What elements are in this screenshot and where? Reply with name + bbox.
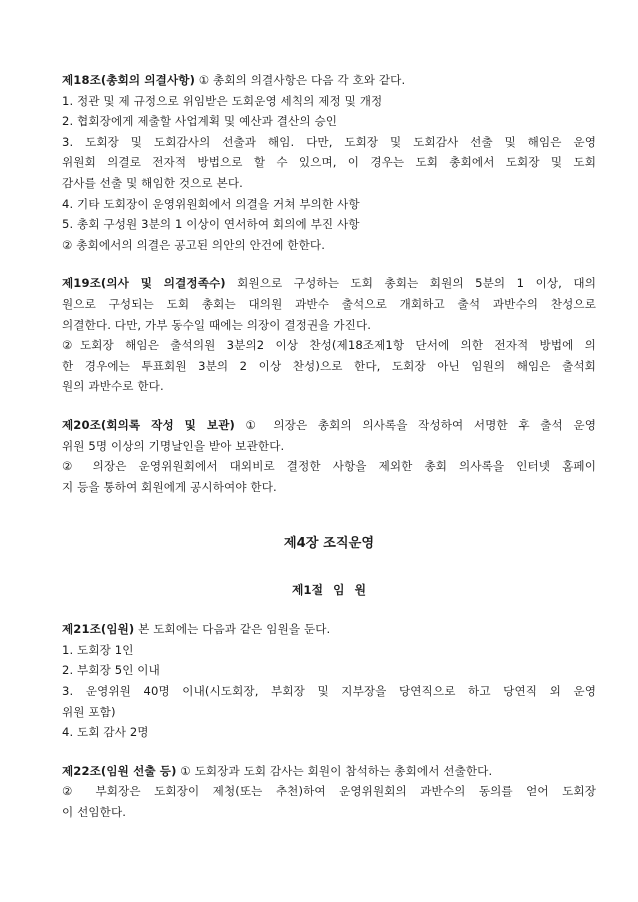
spacer (62, 743, 596, 761)
article-18 (62, 70, 596, 255)
article-22-heading-line (62, 761, 596, 782)
article-21-item-3-line-1: 3. 운영위원 40명 이내(시도회장, 부회장 및 지부장을 당연직으로 하고 당연직 외 운영 (62, 684, 596, 699)
article-21-heading-line (62, 619, 596, 640)
article-18-heading-line (62, 70, 596, 91)
article-19-text-6: 원의 과반수로 한다. (62, 379, 164, 394)
article-19-text-2: 원으로 구성되는 도회 총회는 대의원 과반수 출석으로 개회하고 출석 과반수의 찬성으로 (62, 296, 596, 311)
article-21-intro: 본 도회에는 다음과 같은 임원을 둔다. (134, 622, 331, 637)
article-20-heading-line (62, 415, 596, 436)
article-19-text-1: 회원으로 구성하는 도회 총회는 회원의 5분의 1 이상, 대의 (225, 276, 596, 291)
section-heading: 제1절 임 원 (291, 583, 366, 598)
document-page (62, 70, 596, 823)
article-21-title: 제21조(임원) (62, 622, 135, 637)
article-22-text-2: ② 부회장은 도회장이 제청(또는 추천)하여 운영위원회의 과반수의 동의를 얻어 도회장 (62, 784, 596, 799)
chapter-heading: 제4장 조직운영 (283, 536, 375, 552)
article-21-item-2: 2. 부회장 5인 이내 (62, 663, 160, 678)
article-19-heading-line (62, 273, 596, 294)
article-20-text-1: ① 의장은 총회의 의사록을 작성하여 서명한 후 출석 운영 (234, 417, 596, 432)
spacer (62, 397, 596, 415)
article-21 (62, 619, 596, 743)
article-19 (62, 273, 596, 397)
article-18-item-2: 2. 협회장에게 제출할 사업계획 및 예산과 결산의 승인 (62, 114, 338, 129)
article-19-text-3: 의결한다. 다만, 가부 동수일 때에는 의장이 결정권을 가진다. (62, 317, 372, 332)
spacer (62, 601, 596, 619)
article-21-item-3-line-2: 위원 포함) (62, 704, 116, 719)
article-18-item-4: 4. 기타 도회장이 운영위원회에서 의결을 거쳐 부의한 사항 (62, 196, 360, 211)
article-18-item-3-line-2: 위원회 의결로 전자적 방법으로 할 수 있으며, 이 경우는 도회 총회에서 도회장 및 도회 (62, 155, 596, 170)
article-18-item-5: 5. 총회 구성원 3분의 1 이상이 연서하여 회의에 부진 사항 (62, 217, 360, 232)
article-18-paragraph-2: ② 총회에서의 의결은 공고된 의안의 안건에 한한다. (62, 237, 325, 252)
article-18-title: 제18조(총회의 의결사항) (62, 73, 195, 87)
spacer (62, 497, 596, 533)
article-18-item-3-line-1: 3. 도회장 및 도회감사의 선출과 해임. 다만, 도회장 및 도회감사 선출 및 해임은 운영 (62, 134, 596, 149)
article-20 (62, 415, 596, 497)
article-22-title: 제22조(임원 선출 등) (62, 763, 177, 778)
article-18-item-1: 1. 정관 및 제 규정으로 위임받은 도회운영 세칙의 제정 및 개정 (62, 93, 383, 108)
spacer (62, 255, 596, 273)
article-21-item-1: 1. 도회장 1인 (62, 642, 134, 657)
article-20-text-4: 지 등을 통하여 회원에게 공시하여야 한다. (62, 479, 277, 494)
spacer (62, 555, 596, 579)
article-18-intro: ① 총회의 의결사항은 다음 각 호와 같다. (194, 73, 406, 87)
article-18-item-3-line-3: 감사를 선출 및 해임한 것으로 본다. (62, 175, 243, 190)
article-19-text-5: 한 경우에는 투표회원 3분의 2 이상 찬성)으로 한다, 도회장 아닌 임원의 해임은 출석회 (62, 358, 596, 373)
article-21-item-4: 4. 도회 감사 2명 (62, 725, 149, 740)
article-22 (62, 761, 596, 823)
article-20-text-3: ② 의장은 운영위원회에서 대외비로 결정한 사항을 제외한 총회 의사록을 인터넷 홈페이 (62, 459, 596, 474)
article-19-title: 제19조(의사 및 의결정족수) (62, 276, 226, 291)
article-22-text-3: 이 선임한다. (62, 805, 127, 820)
article-20-title: 제20조(회의록 작성 및 보관) (62, 417, 235, 432)
article-19-text-4: ②도회장 해임은 출석의원 3분의2 이상 찬성(제18조제1항 단서에 의한 전자적 방법에 의 (62, 338, 596, 353)
article-20-text-2: 위원 5명 이상의 기명날인을 받아 보관한다. (62, 438, 285, 453)
article-22-text-1: ① 도회장과 도회 감사는 회원이 참석하는 총회에서 선출한다. (176, 763, 493, 778)
